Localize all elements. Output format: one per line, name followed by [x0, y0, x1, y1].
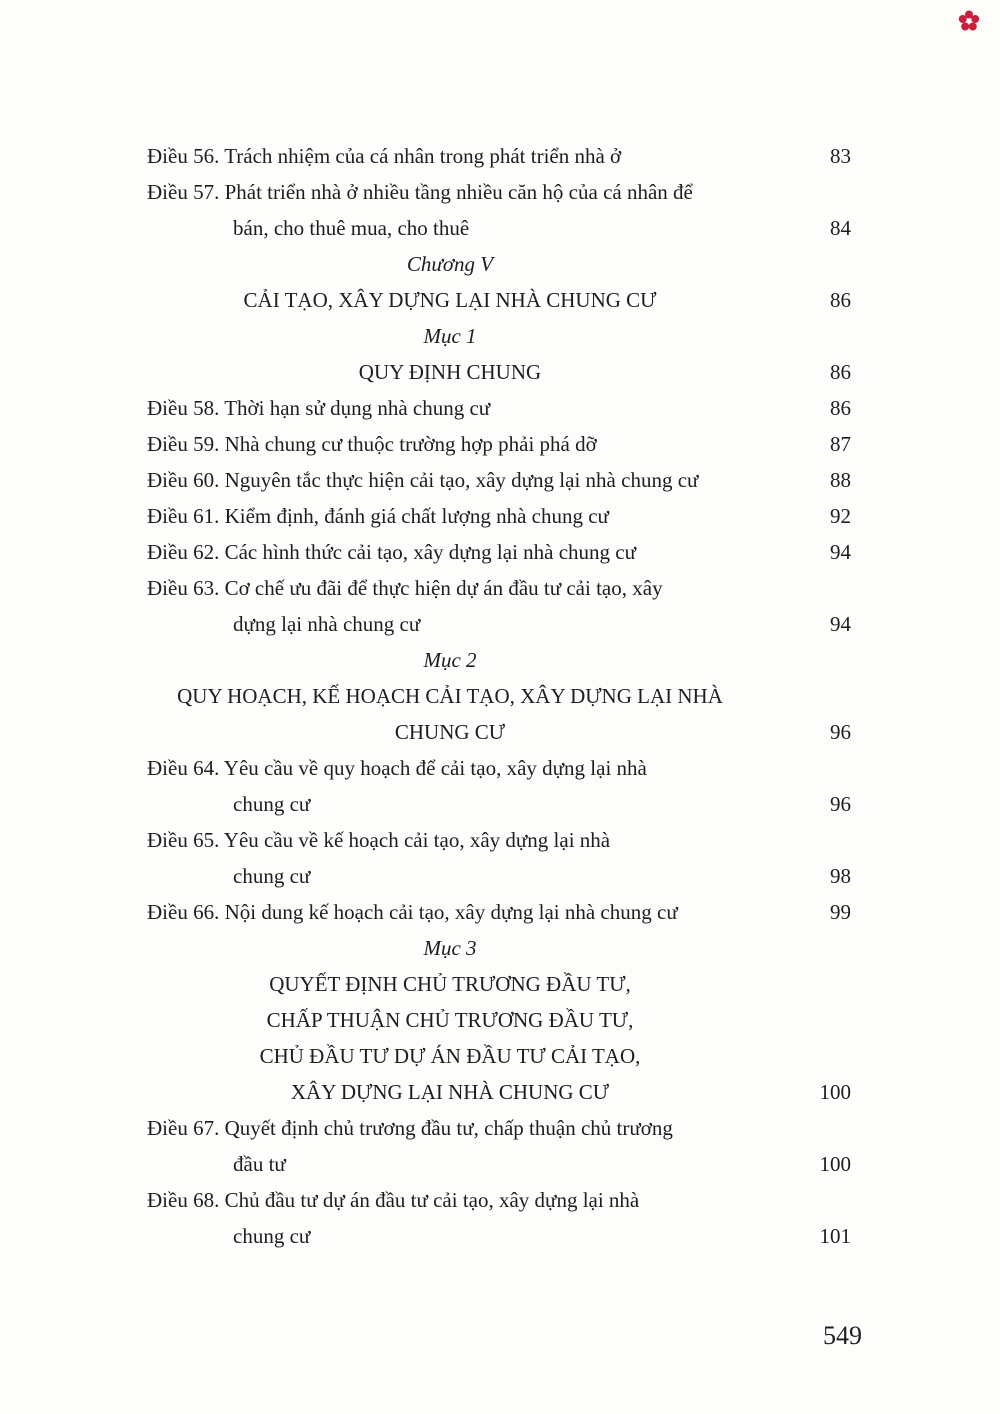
section-title	[0, 1002, 1000, 1038]
toc-entry-text: chung cư	[233, 864, 311, 888]
toc-entry	[0, 210, 1000, 246]
toc-entry-page: 94	[830, 612, 851, 636]
toc-entry-text: Điều 66. Nội dung kế hoạch cải tạo, xây dựng lại nhà chung cư	[147, 900, 678, 924]
section-label	[0, 930, 1000, 966]
toc-entry	[0, 174, 1000, 210]
toc-entry	[0, 390, 1000, 426]
toc-entry-text: Điều 60. Nguyên tắc thực hiện cải tạo, xây dựng lại nhà chung cư	[147, 468, 699, 492]
toc-entry-text: Điều 61. Kiểm định, đánh giá chất lượng nhà chung cư	[147, 504, 609, 528]
toc-entry-text: Điều 68. Chủ đầu tư dự án đầu tư cải tạo, xây dựng lại nhà	[147, 1188, 640, 1212]
toc-entry	[0, 1218, 1000, 1254]
section-title-text: CHỦ ĐẦU TƯ DỰ ÁN ĐẦU TƯ CẢI TẠO,	[259, 1044, 641, 1068]
section-label	[0, 318, 1000, 354]
toc-entry-page: 83	[830, 144, 851, 168]
chapter-label-text: Chương V	[406, 252, 494, 276]
toc-entry-text: Điều 57. Phát triển nhà ở nhiều tầng nhiều căn hộ của cá nhân để	[147, 180, 693, 204]
toc-entry	[0, 534, 1000, 570]
toc-entry-page: 94	[830, 540, 851, 564]
toc-entry	[0, 750, 1000, 786]
section-title-text: QUY HOẠCH, KẾ HOẠCH CẢI TẠO, XÂY DỰNG LẠI NHÀ	[177, 684, 723, 708]
chapter-title-text: CẢI TẠO, XÂY DỰNG LẠI NHÀ CHUNG CƯ	[243, 288, 657, 312]
toc-entry-page: 96	[830, 792, 851, 816]
section-title-text: CHẤP THUẬN CHỦ TRƯƠNG ĐẦU TƯ,	[266, 1008, 634, 1032]
section-title	[0, 714, 1000, 750]
toc-entry-page: 86	[830, 288, 851, 312]
toc-entry-text: bán, cho thuê mua, cho thuê	[233, 216, 470, 240]
chapter-title	[0, 282, 1000, 318]
section-title-text: QUY ĐỊNH CHUNG	[358, 360, 542, 384]
section-title-text: CHUNG CƯ	[394, 720, 506, 744]
toc-entry-text: Điều 58. Thời hạn sử dụng nhà chung cư	[147, 396, 491, 420]
section-label-text: Mục 1	[423, 324, 477, 348]
toc-entry	[0, 1110, 1000, 1146]
page-number: 549	[823, 1321, 862, 1350]
toc-entry	[0, 1182, 1000, 1218]
toc-entry	[0, 426, 1000, 462]
flower-ornament-icon	[958, 10, 980, 32]
toc-entry-page: 84	[830, 216, 851, 240]
toc-entry-text: Điều 56. Trách nhiệm của cá nhân trong phát triển nhà ở	[147, 144, 622, 168]
section-label	[0, 642, 1000, 678]
section-title	[0, 354, 1000, 390]
toc-entry-text: dựng lại nhà chung cư	[233, 612, 421, 636]
toc-entry	[0, 606, 1000, 642]
toc-entry-page: 100	[819, 1080, 851, 1104]
toc-entry-text: Điều 67. Quyết định chủ trương đầu tư, chấp thuận chủ trương	[147, 1116, 673, 1140]
toc-entry	[0, 498, 1000, 534]
toc-entry-text: Điều 62. Các hình thức cải tạo, xây dựng lại nhà chung cư	[147, 540, 637, 564]
toc-entry-text: chung cư	[233, 1224, 311, 1248]
section-label-text: Mục 3	[423, 936, 477, 960]
toc-entry	[0, 858, 1000, 894]
toc-entry	[0, 1146, 1000, 1182]
toc-entry	[0, 462, 1000, 498]
toc-entry-page: 88	[830, 468, 851, 492]
toc-entry-text: Điều 64. Yêu cầu về quy hoạch để cải tạo, xây dựng lại nhà	[147, 756, 647, 780]
toc-entry-page: 99	[830, 900, 851, 924]
section-title-text: QUYẾT ĐỊNH CHỦ TRƯƠNG ĐẦU TƯ,	[269, 972, 631, 996]
toc-entry-page: 96	[830, 720, 851, 744]
toc-entry-page: 87	[830, 432, 851, 456]
toc-entry	[0, 570, 1000, 606]
toc-entry-page: 86	[830, 360, 851, 384]
section-title	[0, 1074, 1000, 1110]
toc-entry-text: Điều 59. Nhà chung cư thuộc trường hợp phải phá dỡ	[147, 432, 597, 456]
section-title	[0, 966, 1000, 1002]
toc-entry-page: 92	[830, 504, 851, 528]
section-title	[0, 1038, 1000, 1074]
toc-entry-page: 86	[830, 396, 851, 420]
toc-entry	[0, 138, 1000, 174]
toc-entry	[0, 786, 1000, 822]
toc-entry-text: Điều 65. Yêu cầu về kế hoạch cải tạo, xây dựng lại nhà	[147, 828, 611, 852]
toc-entry-text: Điều 63. Cơ chế ưu đãi để thực hiện dự án đầu tư cải tạo, xây	[147, 576, 663, 600]
toc-entry-text: chung cư	[233, 792, 311, 816]
section-label-text: Mục 2	[423, 648, 477, 672]
chapter-label	[0, 246, 1000, 282]
toc-entry-page: 98	[830, 864, 851, 888]
toc-entry	[0, 894, 1000, 930]
toc-entry-page: 100	[819, 1152, 851, 1176]
toc-entry-page: 101	[819, 1224, 851, 1248]
toc-entry	[0, 822, 1000, 858]
section-title	[0, 678, 1000, 714]
toc-entry-text: đầu tư	[233, 1152, 286, 1176]
section-title-text: XÂY DỰNG LẠI NHÀ CHUNG CƯ	[290, 1080, 610, 1104]
